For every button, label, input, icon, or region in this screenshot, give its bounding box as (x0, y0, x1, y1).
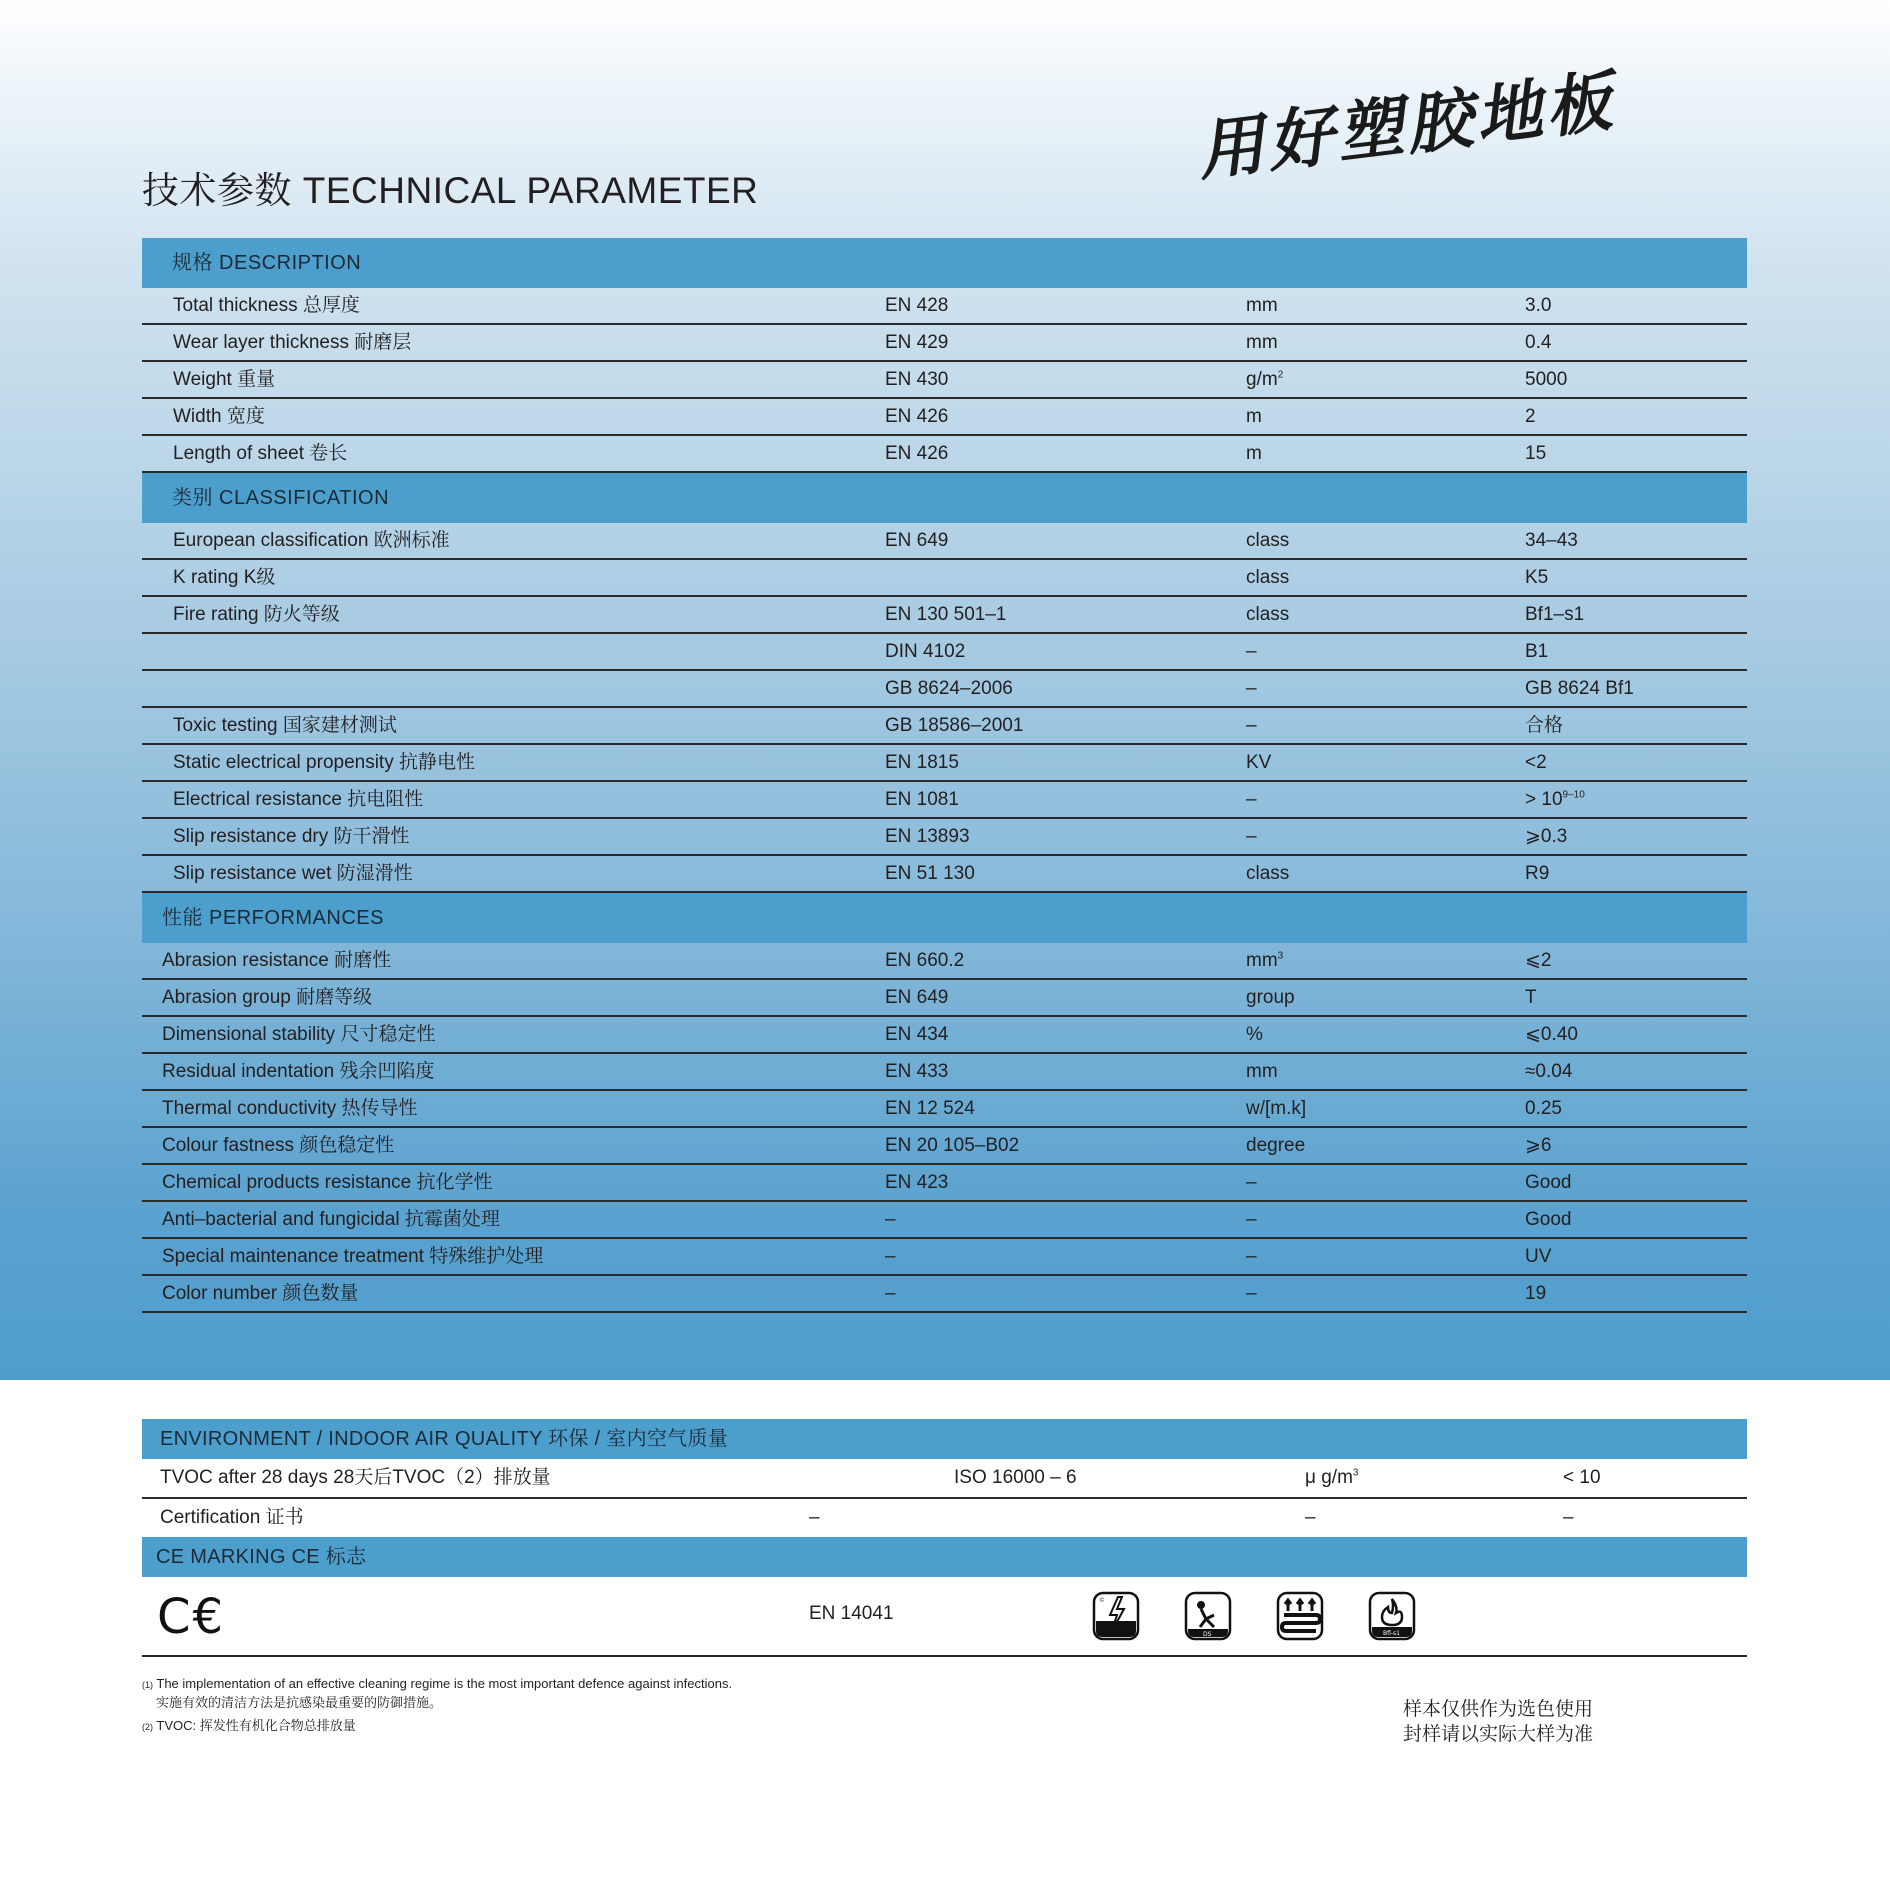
table-row (142, 288, 1747, 325)
slip-icon-label: DS (1203, 1631, 1212, 1638)
table-row (142, 671, 1747, 708)
row-unit: m (1246, 406, 1262, 427)
row-unit: mm (1246, 1061, 1278, 1082)
row-unit: class (1246, 604, 1290, 625)
row-standard: EN 426 (885, 406, 949, 427)
sample-disclaimer-line-1: 样本仅供作为选色使用 (1403, 1699, 1594, 1720)
row-value: K5 (1525, 567, 1549, 588)
table-row (142, 1091, 1747, 1128)
ce-mark-logo: C€ (157, 1589, 226, 1645)
row-value: ⩽2 (1525, 950, 1552, 971)
ce-marking-row (142, 1577, 1747, 1657)
row-unit: – (1305, 1507, 1316, 1528)
row-unit: – (1246, 789, 1257, 810)
row-value: 34–43 (1525, 530, 1578, 551)
row-value: 15 (1525, 443, 1547, 464)
table-row (142, 708, 1747, 745)
antistatic-icon (1092, 1591, 1140, 1641)
table-row (142, 980, 1747, 1017)
technical-parameter-table (142, 238, 1747, 1313)
table-row (142, 560, 1747, 597)
row-name: Anti–bacterial and fungicidal 抗霉菌处理 (162, 1209, 500, 1230)
row-unit: class (1246, 863, 1290, 884)
table-row (142, 1239, 1747, 1276)
row-unit: – (1246, 1209, 1257, 1230)
row-name: Special maintenance treatment 特殊维护处理 (162, 1246, 544, 1267)
row-value: Bf1–s1 (1525, 604, 1585, 625)
table-row (142, 436, 1747, 473)
row-name: Thermal conductivity 热传导性 (162, 1098, 418, 1119)
row-value: T (1525, 987, 1537, 1008)
row-name: Abrasion resistance 耐磨性 (162, 950, 392, 971)
row-name: Dimensional stability 尺寸稳定性 (162, 1024, 436, 1045)
row-standard: EN 1081 (885, 789, 959, 810)
row-name: Chemical products resistance 抗化学性 (162, 1172, 493, 1193)
row-value: ⩽0.40 (1525, 1024, 1578, 1045)
row-standard: EN 649 (885, 987, 949, 1008)
row-name: European classification 欧洲标准 (173, 530, 450, 551)
row-value: Good (1525, 1209, 1572, 1230)
table-row (142, 523, 1747, 560)
row-standard: EN 429 (885, 332, 949, 353)
environment-section-heading: ENVIRONMENT / INDOOR AIR QUALITY 环保 / 室内空气质量 (142, 1419, 1747, 1459)
row-value: – (1563, 1507, 1574, 1528)
row-unit: KV (1246, 752, 1272, 773)
row-unit: % (1246, 1024, 1263, 1045)
footnote-1: (1) The implementation of an effective cleaning regime is the most important defence against infections. (142, 1676, 733, 1691)
row-name: K rating K级 (173, 567, 276, 588)
footnote-2: (2) TVOC: 挥发性有机化合物总排放量 (142, 1718, 356, 1733)
sample-disclaimer (1403, 1697, 1593, 1747)
row-standard: – (885, 1283, 896, 1304)
row-unit: m (1246, 443, 1262, 464)
table-row (142, 325, 1747, 362)
row-name: TVOC after 28 days 28天后TVOC（2）排放量 (160, 1467, 551, 1488)
fire-rating-icon (1368, 1591, 1416, 1641)
table-row (142, 819, 1747, 856)
environment-table (142, 1419, 1747, 1657)
row-value: < 10 (1563, 1467, 1601, 1488)
row-standard: ISO 16000 – 6 (954, 1467, 1077, 1488)
row-unit: $mm^3$ (1246, 950, 1284, 971)
row-unit: w/[m.k] (1246, 1098, 1307, 1119)
ce-section-heading: CE MARKING CE 标志 (142, 1537, 1747, 1577)
row-value: ⩾6 (1525, 1135, 1552, 1156)
row-value: 5000 (1525, 369, 1568, 390)
row-value: B1 (1525, 641, 1549, 662)
row-standard: EN 20 105–B02 (885, 1135, 1020, 1156)
row-value: 0.4 (1525, 332, 1552, 353)
section-heading: 规格 DESCRIPTION (142, 238, 1747, 288)
row-name: Static electrical propensity 抗静电性 (173, 752, 475, 773)
row-unit: mm (1246, 332, 1278, 353)
row-name: Residual indentation 残余凹陷度 (162, 1061, 435, 1082)
row-name: Slip resistance wet 防湿滑性 (173, 863, 413, 884)
row-standard: EN 660.2 (885, 950, 965, 971)
table-row (142, 634, 1747, 671)
row-unit: – (1246, 715, 1257, 736)
row-unit: – (1246, 678, 1257, 699)
section-heading: 性能 PERFORMANCES (142, 893, 1747, 943)
table-row (142, 1202, 1747, 1239)
table-row (142, 1499, 1747, 1537)
row-standard: EN 51 130 (885, 863, 975, 884)
row-standard: – (885, 1246, 896, 1267)
row-standard: EN 1815 (885, 752, 959, 773)
table-row (142, 362, 1747, 399)
table-row (142, 1276, 1747, 1313)
row-standard: – (885, 1209, 896, 1230)
fire-icon-label: Bfl-s1 (1383, 1630, 1401, 1637)
row-name: Color number 颜色数量 (162, 1283, 359, 1304)
table-row (142, 943, 1747, 980)
row-value: GB 8624 Bf1 (1525, 678, 1634, 699)
row-value: ≈0.04 (1525, 1061, 1573, 1082)
page-title: 技术参数 TECHNICAL PARAMETER (142, 170, 759, 211)
row-name: Colour fastness 颜色稳定性 (162, 1135, 395, 1156)
row-unit: – (1246, 1283, 1257, 1304)
row-standard: GB 18586–2001 (885, 715, 1024, 736)
thermal-conductivity-icon (1276, 1591, 1324, 1641)
row-value: UV (1525, 1246, 1552, 1267)
footnote-1-cn: 实施有效的清洁方法是抗感染最重要的防御措施。 (156, 1695, 443, 1710)
row-standard: EN 130 501–1 (885, 604, 1007, 625)
row-name: Fire rating 防火等级 (173, 604, 340, 625)
table-row (142, 597, 1747, 634)
row-name: Weight 重量 (173, 369, 276, 390)
row-unit: – (1246, 826, 1257, 847)
row-value: 3.0 (1525, 295, 1552, 316)
sample-disclaimer-line-2: 封样请以实际大样为准 (1403, 1724, 1594, 1745)
row-unit: – (1246, 1172, 1257, 1193)
row-standard: DIN 4102 (885, 641, 966, 662)
slip-resistance-icon (1184, 1591, 1232, 1641)
row-standard: EN 649 (885, 530, 949, 551)
table-row (142, 1165, 1747, 1202)
table-row (142, 1459, 1747, 1499)
table-row (142, 399, 1747, 436)
svg-text:©: © (1099, 1597, 1105, 1604)
row-standard: EN 426 (885, 443, 949, 464)
row-standard: – (809, 1507, 820, 1528)
row-standard: EN 433 (885, 1061, 949, 1082)
ce-standard: EN 14041 (809, 1603, 894, 1624)
row-value: 0.25 (1525, 1098, 1562, 1119)
row-value: > $10^{9-10}$ (1525, 789, 1585, 810)
row-value: 19 (1525, 1283, 1547, 1304)
row-name: Abrasion group 耐磨等级 (162, 987, 373, 1008)
row-name: Certification 证书 (160, 1507, 304, 1528)
row-unit: – (1246, 641, 1257, 662)
table-row (142, 1054, 1747, 1091)
row-value: 2 (1525, 406, 1536, 427)
row-name: Wear layer thickness 耐磨层 (173, 332, 412, 353)
row-unit: degree (1246, 1135, 1306, 1156)
row-name: Slip resistance dry 防干滑性 (173, 826, 410, 847)
row-name: Toxic testing 国家建材测试 (173, 715, 397, 736)
section-heading: 类别 CLASSIFICATION (142, 473, 1747, 523)
table-row (142, 1017, 1747, 1054)
table-row (142, 745, 1747, 782)
row-unit: – (1246, 1246, 1257, 1267)
row-unit: μ $g/m^3$ (1305, 1467, 1359, 1488)
row-unit: $g/m^2$ (1246, 369, 1284, 390)
row-value: 合格 (1525, 715, 1564, 736)
row-standard: EN 428 (885, 295, 949, 316)
table-row (142, 1128, 1747, 1165)
row-value: <2 (1525, 752, 1547, 773)
row-standard: EN 12 524 (885, 1098, 975, 1119)
row-standard: EN 434 (885, 1024, 949, 1045)
row-standard: EN 423 (885, 1172, 949, 1193)
row-name: Length of sheet 卷长 (173, 443, 348, 464)
row-standard: EN 430 (885, 369, 949, 390)
row-unit: mm (1246, 295, 1278, 316)
row-unit: class (1246, 530, 1290, 551)
table-row (142, 856, 1747, 893)
row-unit: group (1246, 987, 1295, 1008)
row-value: ⩾0.3 (1525, 826, 1568, 847)
row-name: Width 宽度 (173, 406, 265, 427)
row-name: Total thickness 总厚度 (173, 295, 360, 316)
table-row (142, 782, 1747, 819)
row-standard: EN 13893 (885, 826, 970, 847)
row-unit: class (1246, 567, 1290, 588)
row-value: R9 (1525, 863, 1550, 884)
row-standard: GB 8624–2006 (885, 678, 1013, 699)
row-value: Good (1525, 1172, 1572, 1193)
calligraphy-slogan: 用好塑胶地板 (1193, 61, 1620, 191)
footnotes (142, 1675, 732, 1736)
row-name: Electrical resistance 抗电阻性 (173, 789, 424, 810)
